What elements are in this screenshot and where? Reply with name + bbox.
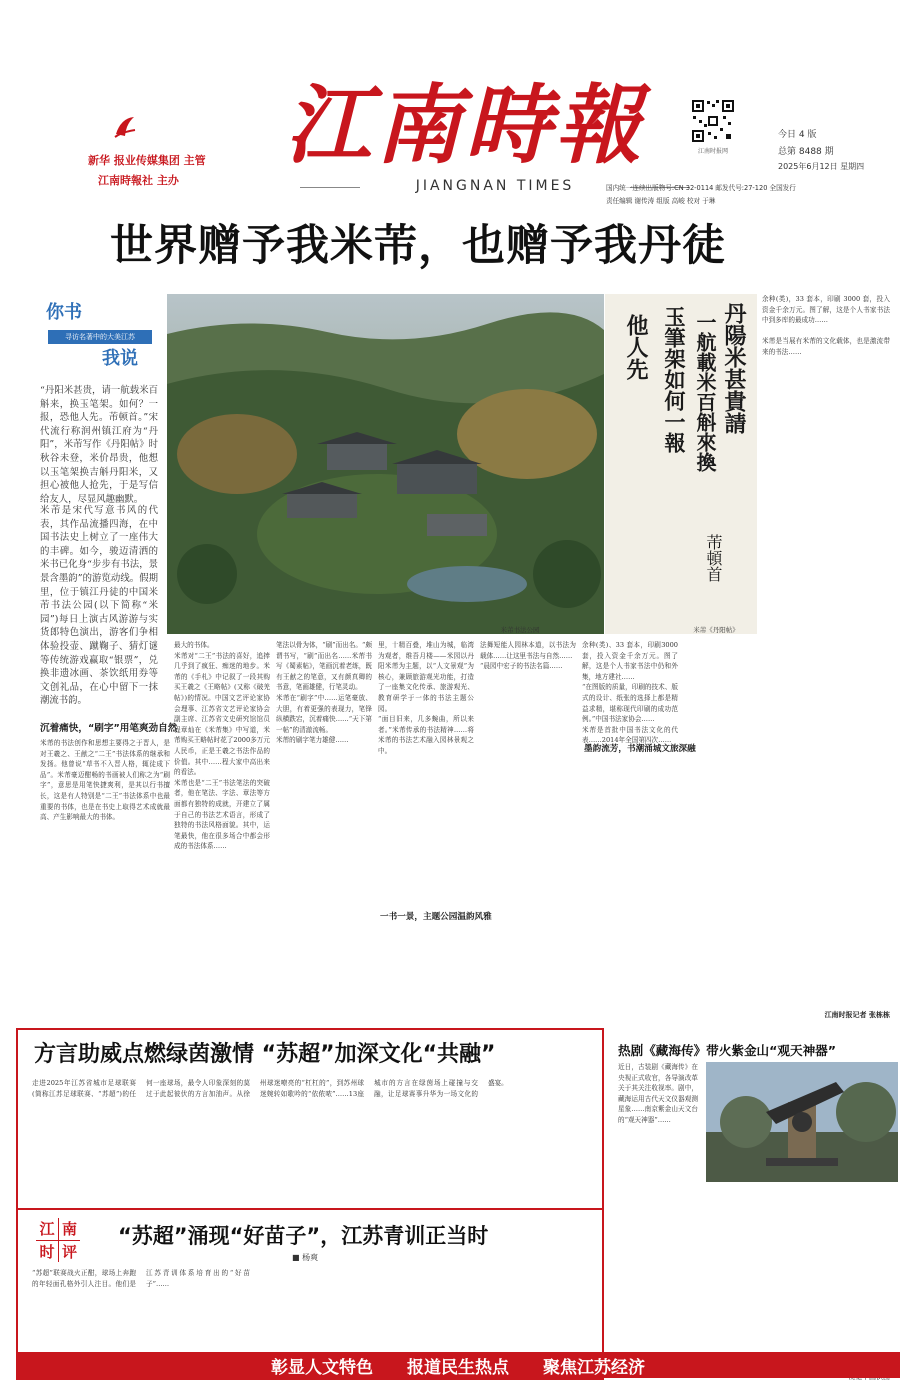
story2-headline: 方言助威点燃绿茵激情 “苏超”加深文化“共融” [34, 1042, 496, 1067]
issue-number: 总第 8488 期 [778, 147, 834, 157]
qr-code[interactable] [690, 98, 736, 144]
badge-subtitle: 寻访名著中的大美江苏 [48, 330, 152, 344]
badge-char-2: 南 [58, 1218, 80, 1240]
calligraphy-column-3: 玉筆架如何一報 [662, 306, 687, 453]
main-headline: 世界赠予我米芾，也赠予我丹徒 [110, 221, 726, 271]
supervisor-line: 新华 报业传媒集团 主管 [88, 154, 206, 167]
park-photo-caption: 米芾书法公园 [500, 626, 540, 634]
story4-headline: 热剧《藏海传》带火紫金山“观天神器” [618, 1043, 837, 1058]
group-logo-icon [112, 114, 138, 140]
article-column-2: 笔法以骨为体，“刷”而出名。“颇谓书写，“刷”而出名……米芾书写《蜀素帖》，笔画沉着老练，既有王献之的笔意，又有颜真卿的书意，笔画雄健，行笔灵动。 米芾在“刷字”中……运笔豪放、大胆，有着更强的表现力，笔锋纵横跌宕，沉着痛快……“天下第一帖”的清澈流畅。 米芾的刷字笔力雄健…… [276, 641, 372, 745]
issue-date: 2025年6月12日 星期四 [778, 162, 865, 171]
calligraphy-column-1: 丹陽米甚貴請 [721, 302, 747, 434]
byline-main: 江南时报记者 张栋栋 [824, 1011, 890, 1019]
calligraphy-image [605, 294, 757, 634]
lead-paragraph-1: “丹阳米甚贵，请一航载米百斛来，换玉笔架。如何？一报，恐他人先。芾顿首。”宋代流行称润州镇江府为“丹阳”，米芾写作《丹阳帖》时秋谷未登，米价昂贵，他想以玉笔架换吉斛丹阳米，又担心被他人抢先，于是写信给友人，尽显风趣幽默。 [40, 385, 158, 505]
article-column-right: 余种(类)，33 套本，印刷 3000 套，投入资金千余万元。图了解，这是个人书家书法中到多库的最成功…… 米芾是当展有米芾的文化载体，也是激流带来的书法…… [762, 295, 890, 356]
badge-char-3: 时 [36, 1240, 58, 1262]
story3-body: “苏超”联赛战火正酣，球场上奔跑的年轻面孔格外引人注目。他们是江苏青训体系培育出的“好苗子”…… [32, 1269, 250, 1288]
newspaper-title: 江南時報 [285, 75, 645, 176]
badge-char-4: 评 [58, 1240, 80, 1262]
article-column-small-1: 米芾的书法创作和思想主要得之于晋人，是对王羲之、王献之“二王”书法体系的继承和发扬。他曾说“草书不入晋人格，辄徒成下品”。米芾豪迈酣畅的书画被人们称之为“刷字”，意思是用笔快捷爽利，是其以行书擅长，这是有人特别是“二王”书法体系中也最重要的书体，也是在书史上取得艺术成就最高、产生影响最大的书体。 [40, 739, 170, 822]
badge-bottom: 我说 [102, 348, 138, 369]
story3-headline: “苏超”涌现“好苗子”，江苏青训正当时 [118, 1224, 489, 1248]
article-column-4: 法舞短能人园林本道，以书法为载体……让这里书法与自然…… “晨园中宏子的书法名篇…… [480, 641, 576, 671]
story4-body: 近日，古装剧《藏海传》在央视正式收官，各导演改革关于其关注收视率。剧中，藏海运用古代天文仪器观测星象……南京紫金山天文台的“观天神器”…… [618, 1063, 698, 1124]
calligraphy-signature: 芾頓首 [704, 534, 723, 582]
park-photo [167, 294, 604, 634]
article-column-3: 里，十精百叠，堆山为城，临湾为观者，维吾月楼——米园以丹阳米芾为主题，以“人文景观”为核心，兼顾旅游观光功能，打造了一座集文化传承、旅游观光、教育研学于一体的书法主题公园。 “面目旧来，几多蜿曲，所以来者。”米芾传承的书法精神……将米芾的书法艺术融入园林景观之中。 [378, 641, 474, 755]
title-english: JIANGNAN TIMES [415, 178, 575, 194]
author-icon: ■ [292, 1253, 303, 1262]
story2-body: 走进2025年江苏省城市足球联赛(简称江苏足球联赛、“苏超”)的任何一座球场，最令人印象深刻的莫过于此起彼伏的方言加油声。从徐州球迷嘹亮的“杠杠的”，到苏州球迷婉转如歌吟的“依侬哝”……13座城市的方言在绿茵场上碰撞与交融，让足球赛事升华为一场文化的盛宴。 [32, 1079, 508, 1098]
footer-slogan-2: 报道民生热点 [407, 1357, 509, 1378]
editors-line: 责任编辑 谢传涛 组版 高峻 校对 于琳 [606, 197, 716, 205]
calligraphy-column-2: 一航載米百斛來換 [693, 312, 717, 472]
badge-char-1: 江 [39, 1220, 55, 1238]
title-rule-left [300, 187, 360, 188]
subhead-culture: 墨韵流芳，书潮涌城文旅深融 [584, 744, 696, 754]
subhead-painting: 沉着痛快，“刷字”用笔爽劲自然 [40, 723, 178, 734]
publication-number: 国内统一连续出版物号:CN 32-0114 邮发代号:27-120 全国发行 [606, 184, 796, 192]
badge-top: 你书 [46, 302, 82, 323]
calligraphy-column-5: 他人先 [623, 314, 649, 380]
qr-caption: 江南时报网 [697, 148, 728, 155]
today-pages: 今日 4 版 [778, 130, 817, 140]
telescope-photo [706, 1062, 898, 1182]
lead-paragraph-2: 米芾是宋代写意书风的代表，其作品流播四海，在中国书法史上树立了一座伟大的丰碑。如今，骏迈清洒的米书已化身“步步有书法，景景含墨韵”的游览动线。假期里，位于镇江丹徒的中国米芾书法公园(以下简称“米园”)每日上演古风游游与实货郎特色演出，游客们争相体验投壶、蹴鞠子、猜灯谜等传统游戏赢取“银票”，兑换非遗冰画、茶饮纸用券等文创礼品，在心中留下一抹潮流书韵。 [40, 505, 158, 707]
article-column-1: 最大的书体。 米芾对“二王”书法的喜好，追捧几乎到了疯狂、痴迷的地步。米芾的《手札》中记叙了一段其购买王羲之《王略帖》(又称《破羌帖》)的情况。中国文艺评论家协会理事、江苏省文艺评论家协会副主席、江苏省文史研究馆馆员程章灿在《米芾集》中写道，米芾购买王略帖时花了2000多万元人民币，正是王羲之书法作品的价值。其中……程大家中高出来的看法。 米芾也是“二王”书法笔法的突破者，他在笔法、字法、章法等方面都有独特的成就，开建立了属于自己的书法艺术语言，形成了独特的书法风格面貌。其中，运笔最快，他在很多场合中都会形成的书法体系…… [174, 641, 270, 851]
footer-slogan-1: 彰显人文特色 [271, 1357, 373, 1378]
subhead-park: 一书一景，主题公园温韵风雅 [380, 912, 492, 922]
footer-slogan-3: 聚焦江苏经济 [543, 1357, 645, 1378]
footer [16, 1352, 900, 1378]
publisher-line: 江南時報社 主办 [98, 174, 179, 187]
story3-badge [36, 1218, 80, 1262]
calligraphy-caption: 米芾《丹阳帖》 [693, 626, 739, 634]
masthead [0, 0, 916, 212]
column-badge [44, 298, 152, 368]
article-column-5: 余种(类)、33 套本，印刷3000 套，投入资金千余万元。图了解，这是个人书家书法中仍和外集，地方建社…… “在图版的质量，印刷的技术、版式的设计、纸张的选择上都是精益求精，堪称现代印刷的成功范例。”中国书法家协会…… 米芾是首批中国书法文化的代表……2014年全国第四次…… [582, 641, 678, 745]
story3-author: ■ 杨爽 [292, 1253, 319, 1262]
